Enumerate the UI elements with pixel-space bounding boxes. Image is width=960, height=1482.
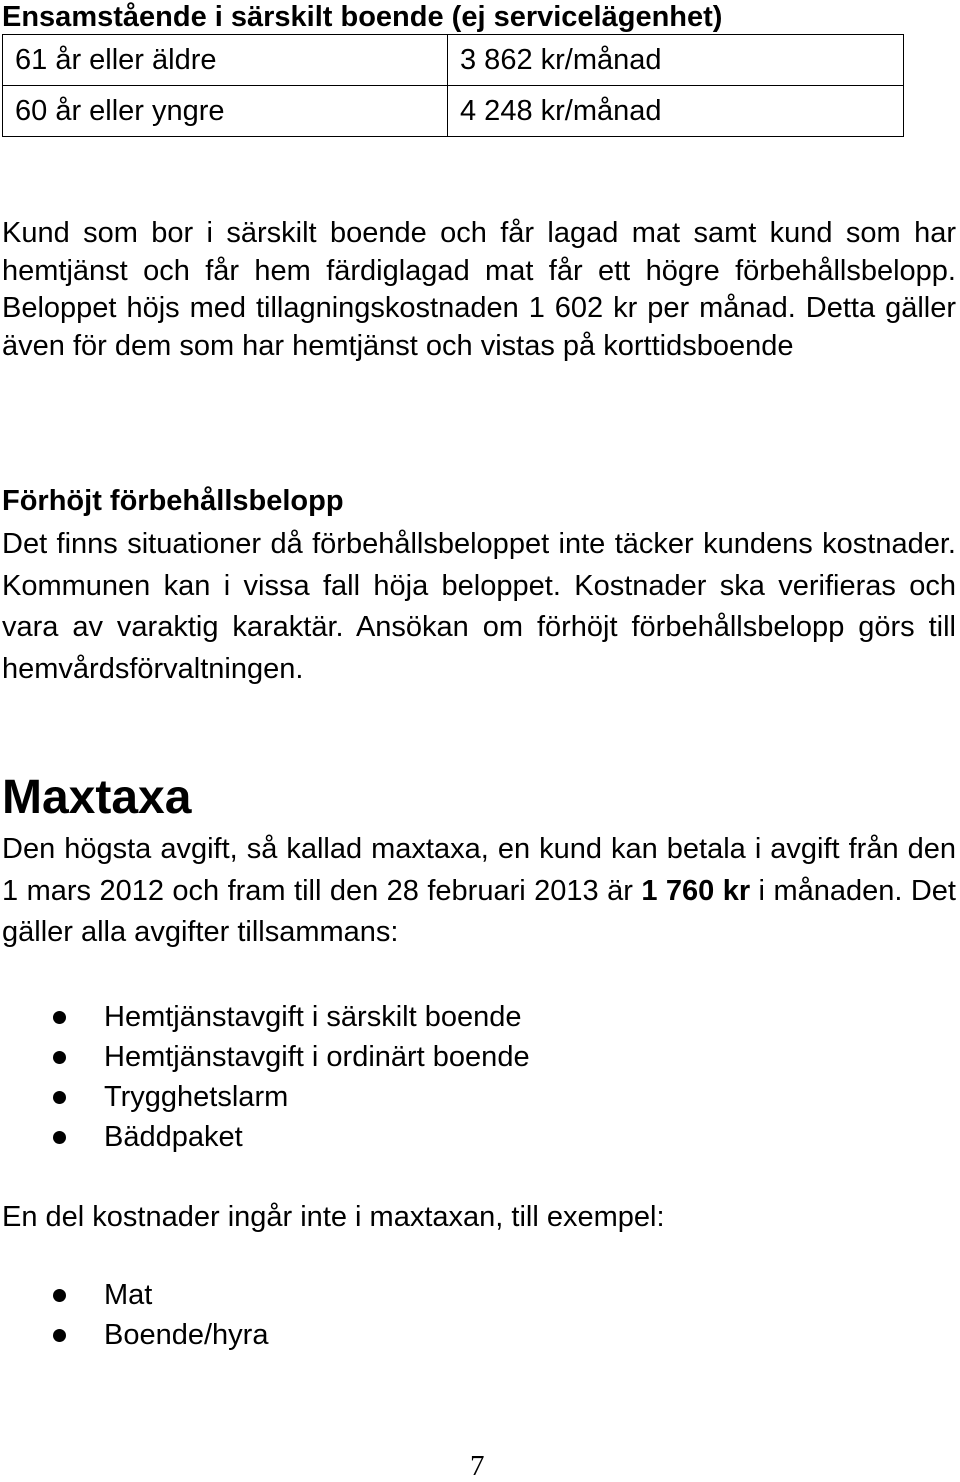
cooking-cost-paragraph: Kund som bor i särskilt boende och får lagad mat samt kund som har hemtjänst och får hem färdiglagad mat får ett högre förbehållsbelopp. Beloppet höjs med tillagningskostnaden 1 602 kr per månad. Detta gäller även för dem som har hemtjänst och vistas på korttidsboende — [2, 217, 956, 362]
list-item-label: Trygghetslarm — [104, 1081, 289, 1113]
bullet-icon — [53, 1329, 66, 1342]
excluded-costs-list — [0, 1275, 268, 1355]
list-item — [0, 1077, 530, 1117]
list-item — [0, 1117, 530, 1157]
list-item — [0, 1037, 530, 1077]
maxtaxa-text-before: Den högsta avgift, så kallad maxtaxa, en kund kan betala i avgift från den 1 mars 2012 och fram till den 28 februari 2013 är — [2, 833, 956, 907]
list-item-label: Bäddpaket — [104, 1121, 243, 1153]
bullet-icon — [53, 1131, 66, 1144]
maxtaxa-text-after: i månaden. Det gäller alla avgifter tillsammans: — [2, 874, 956, 948]
included-fees-list — [0, 997, 530, 1157]
maxtaxa-amount: 1 760 kr — [641, 874, 751, 907]
raised-amount-heading: Förhöjt förbehållsbelopp — [2, 485, 344, 517]
list-item-label: Mat — [104, 1279, 153, 1311]
bullet-icon — [53, 1011, 66, 1024]
age-cell: 61 år eller äldre — [3, 35, 448, 86]
list-item — [0, 997, 530, 1037]
list-item — [0, 1315, 268, 1355]
bullet-icon — [53, 1091, 66, 1104]
raised-amount-paragraph: Det finns situationer då förbehållsbeloppet inte täcker kundens kostnader. Kommunen kan i vissa fall höja beloppet. Kostnader ska verifieras och vara av varaktig karaktär. Ansökan om förhöjt förbehållsbelopp görs till hemvårdsförvaltningen. — [2, 528, 956, 685]
table-row — [3, 35, 904, 86]
list-item-label: Boende/hyra — [104, 1319, 269, 1351]
section-heading: Ensamstående i särskilt boende (ej servicelägenhet) — [2, 1, 723, 33]
bullet-icon — [53, 1289, 66, 1302]
amount-cell: 3 862 kr/månad — [448, 35, 904, 86]
rates-table — [2, 34, 904, 137]
bullet-icon — [53, 1051, 66, 1064]
list-item-label: Hemtjänstavgift i särskilt boende — [104, 1001, 522, 1033]
amount-cell: 4 248 kr/månad — [448, 86, 904, 137]
maxtaxa-paragraph — [2, 829, 956, 954]
age-cell: 60 år eller yngre — [3, 86, 448, 137]
list-item-label: Hemtjänstavgift i ordinärt boende — [104, 1041, 530, 1073]
table-row — [3, 86, 904, 137]
page-number: 7 — [470, 1450, 485, 1482]
excluded-intro: En del kostnader ingår inte i maxtaxan, till exempel: — [2, 1201, 665, 1233]
list-item — [0, 1275, 268, 1315]
maxtaxa-heading: Maxtaxa — [2, 771, 192, 824]
